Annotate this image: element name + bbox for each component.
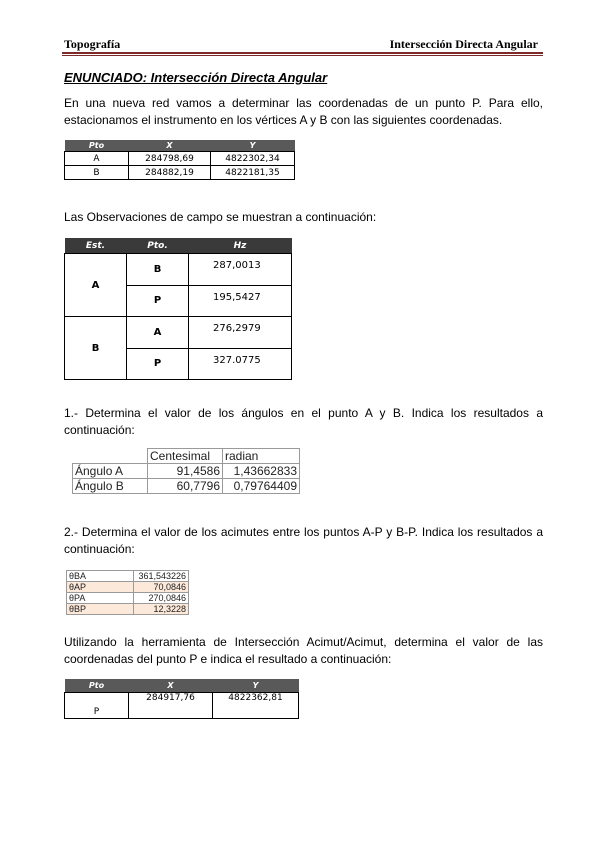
cell-radian: 1,43662833 <box>223 464 300 479</box>
table-row <box>67 582 189 593</box>
cell-radian: 0,79764409 <box>223 479 300 494</box>
cell-angle-label: Ángulo B <box>73 479 148 494</box>
table-row <box>65 254 292 286</box>
cell-centesimal: 60,7796 <box>148 479 223 494</box>
cell-pto: P <box>65 693 129 719</box>
col-header-centesimal: Centesimal <box>148 449 223 464</box>
header-right: Intersección Directa Angular <box>389 37 538 51</box>
observations-table <box>64 238 292 380</box>
col-header-y: Y <box>213 679 299 693</box>
table-row <box>73 479 300 494</box>
header-rule <box>62 52 543 54</box>
azimuths-table <box>66 570 189 615</box>
cell-pto: B <box>65 166 129 180</box>
cell-azimuth-value: 270,0846 <box>134 593 189 604</box>
col-header-pto: Pto. <box>127 238 189 254</box>
page-title: ENUNCIADO: Intersección Directa Angular <box>64 70 328 85</box>
observations-intro: Las Observaciones de campo se muestran a continuación: <box>64 210 377 224</box>
cell-est: A <box>65 254 127 317</box>
col-header-x: X <box>129 679 213 693</box>
col-header-x: X <box>129 140 211 152</box>
col-header-y: Y <box>211 140 295 152</box>
cell-pto: P <box>127 348 189 380</box>
cell-x: 284882,19 <box>129 166 211 180</box>
table-row <box>67 593 189 604</box>
cell-pto: P <box>127 285 189 317</box>
col-header-pto: Pto <box>65 679 129 693</box>
cell-x: 284798,69 <box>129 152 211 166</box>
cell-hz: 276,2979 <box>189 317 292 349</box>
cell-azimuth-label: θAP <box>67 582 134 593</box>
table-row <box>73 464 300 479</box>
cell-centesimal: 91,4586 <box>148 464 223 479</box>
table-row <box>67 571 189 582</box>
cell-azimuth-value: 361,543226 <box>134 571 189 582</box>
question-3: Utilizando la herramienta de Intersección Acimut/Acimut, determina el valor de las coordenadas del punto P e indica el resultado a continuación: <box>64 635 543 666</box>
cell-hz: 327.0775 <box>189 348 292 380</box>
cell-y: 4822302,34 <box>211 152 295 166</box>
header-rule-thin <box>62 55 543 56</box>
cell-y: 4822181,35 <box>211 166 295 180</box>
cell-y: 4822362,81 <box>213 693 299 719</box>
cell-x: 284917,76 <box>129 693 213 719</box>
cell-angle-label: Ángulo A <box>73 464 148 479</box>
table-row <box>65 317 292 349</box>
cell-azimuth-label: θBP <box>67 604 134 615</box>
corner-cell <box>73 449 148 464</box>
question-2: 2.- Determina el valor de los acimutes entre los puntos A-P y B-P. Indica los resultados a continuación: <box>64 525 543 556</box>
angles-table <box>72 448 300 494</box>
result-table <box>64 679 299 719</box>
coordinates-table <box>64 140 295 180</box>
intro-paragraph: En una nueva red vamos a determinar las coordenadas de un punto P. Para ello, estacionamos el instrumento en los vértices A y B con las siguientes coordenadas. <box>64 96 543 127</box>
cell-est: B <box>65 317 127 380</box>
table-row <box>65 152 295 166</box>
table-row <box>65 693 299 719</box>
cell-hz: 287,0013 <box>189 254 292 286</box>
col-header-est: Est. <box>65 238 127 254</box>
cell-pto: A <box>127 317 189 349</box>
table-row <box>65 166 295 180</box>
cell-azimuth-value: 70,0846 <box>134 582 189 593</box>
table-row <box>67 604 189 615</box>
header-left: Topografía <box>64 37 121 51</box>
cell-azimuth-value: 12,3228 <box>134 604 189 615</box>
cell-pto: B <box>127 254 189 286</box>
cell-pto: A <box>65 152 129 166</box>
question-1: 1.- Determina el valor de los ángulos en el punto A y B. Indica los resultados a continuación: <box>64 406 543 437</box>
cell-azimuth-label: θPA <box>67 593 134 604</box>
col-header-radian: radian <box>223 449 300 464</box>
col-header-pto: Pto <box>65 140 129 152</box>
cell-azimuth-label: θBA <box>67 571 134 582</box>
cell-hz: 195,5427 <box>189 285 292 317</box>
col-header-hz: Hz <box>189 238 292 254</box>
